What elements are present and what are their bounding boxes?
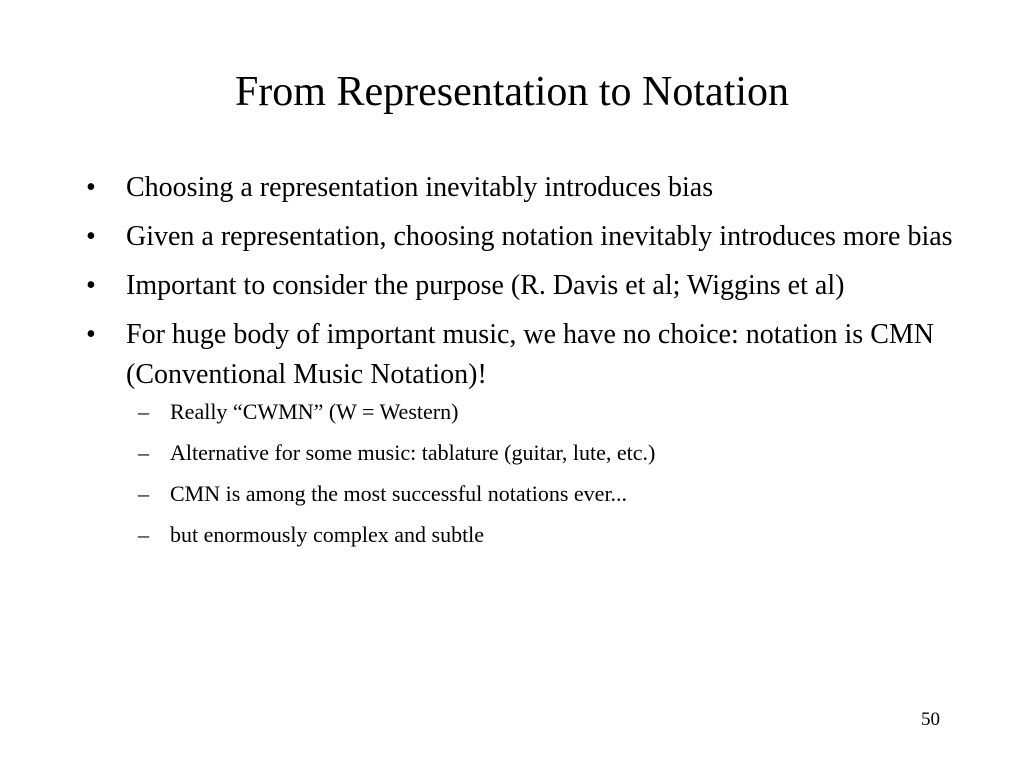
sub-bullet-item	[126, 479, 960, 509]
bullet-item	[80, 266, 960, 306]
sub-bullet-text: Alternative for some music: tablature (guitar, lute, etc.)	[170, 440, 656, 465]
sub-bullet-marker: –	[138, 481, 149, 506]
sub-bullet-item	[126, 397, 960, 427]
sub-bullet-list	[126, 397, 960, 550]
bullet-item	[80, 168, 960, 208]
sub-bullet-item	[126, 520, 960, 550]
bullet-text: Choosing a representation inevitably introduces bias	[126, 172, 714, 203]
bullet-marker: •	[86, 221, 96, 252]
bullet-item	[80, 217, 960, 257]
sub-bullet-text: CMN is among the most successful notations ever...	[170, 481, 628, 506]
slide-title: From Representation to Notation	[234, 69, 790, 115]
sub-bullet-text: but enormously complex and subtle	[170, 522, 485, 547]
bullet-marker: •	[86, 319, 96, 350]
sub-bullet-text: Really “CWMN” (W = Western)	[170, 399, 459, 424]
sub-bullet-marker: –	[138, 399, 149, 424]
bullet-marker: •	[86, 270, 96, 301]
page-number: 50	[921, 709, 940, 730]
sub-bullet-marker: –	[138, 440, 149, 465]
bullet-list	[80, 168, 960, 561]
bullet-item	[80, 315, 960, 550]
bullet-text: For huge body of important music, we have no choice: notation is CMN (Conventional Music Notation)!	[126, 319, 934, 390]
bullet-text: Given a representation, choosing notation inevitably introduces more bias	[126, 221, 953, 252]
sub-bullet-item	[126, 438, 960, 468]
sub-bullet-marker: –	[138, 522, 149, 547]
bullet-text: Important to consider the purpose (R. Davis et al; Wiggins et al)	[126, 270, 845, 301]
bullet-marker: •	[86, 172, 96, 203]
